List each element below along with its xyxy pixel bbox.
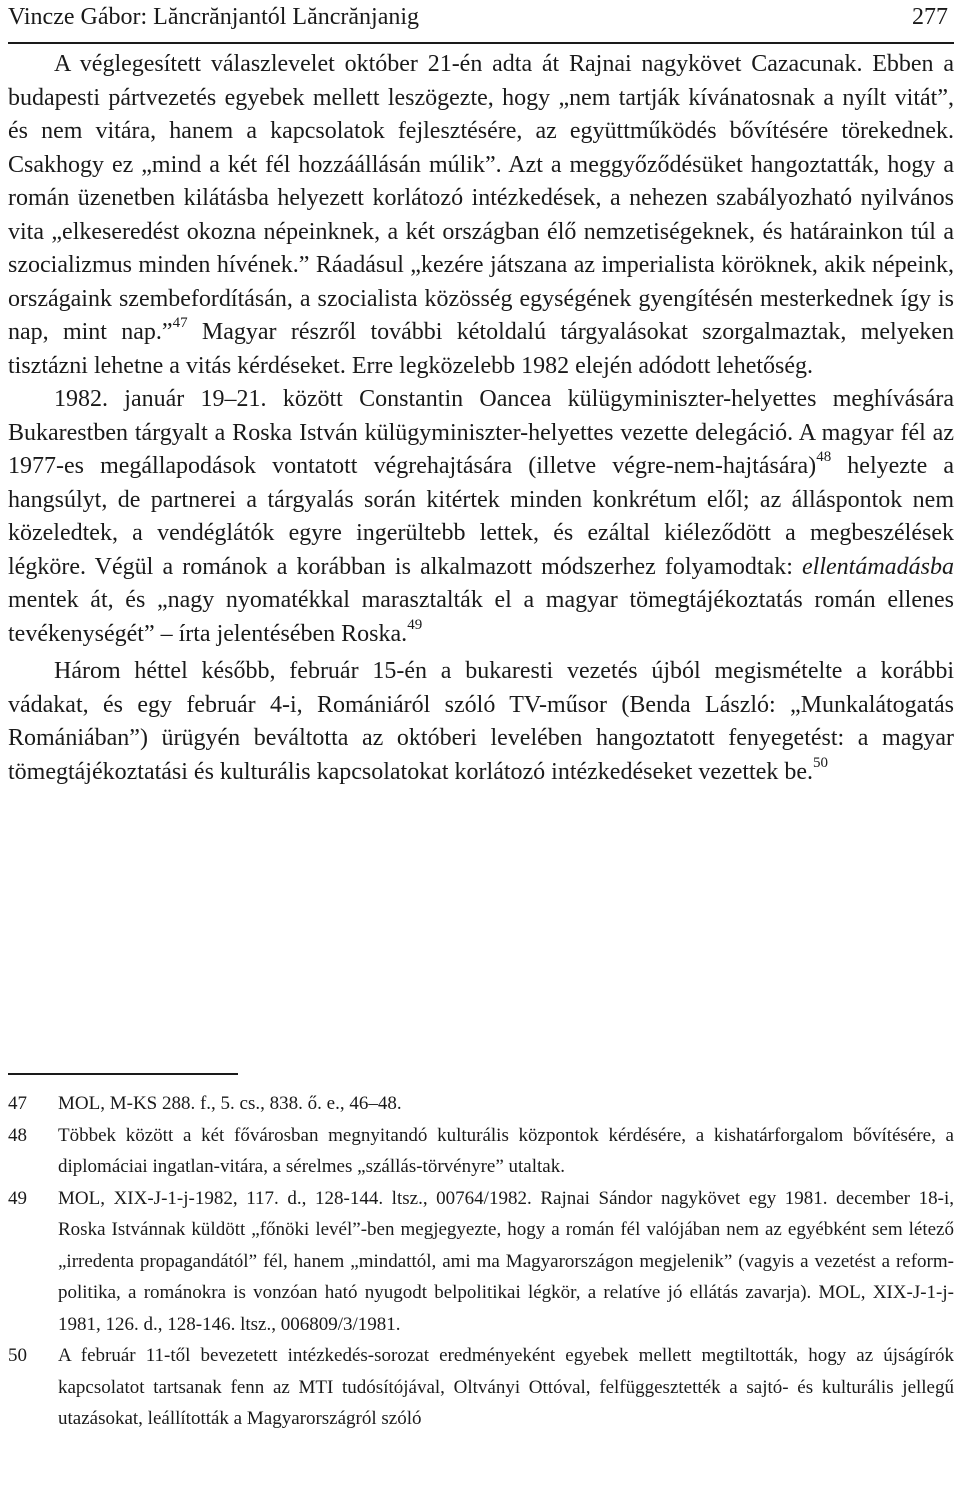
footnote-number: 49 [8,1187,27,1209]
footnote-ref-48[interactable]: 48 [816,449,832,465]
paragraph-3-text: Három héttel később, február 15-én a bukaresti vezetés újból megismételte a korábbi vádakat, és egy február 4-i, Romániáról szóló TV-műsor (Benda László: „Munkalátogatás Romániában”) ürügyén beváltotta az októberi levelében hangoztatott fenyegetést: a magyar tömegtájékoztatási és kulturális kapcsolatokat korlátozó intézkedéseket vezettek be. [8,658,954,785]
footnote-47 [8,1088,954,1120]
footnote-text: MOL, XIX-J-1-j-1982, 117. d., 128-144. ltsz., 00764/1982. Rajnai Sándor nagykövet egy 1981. december 18-i, Roska Istvánnak küldött „főnöki levél”-ben megjegyezte, hogy a román fél valójában nem az egyébként sem létező „irredenta propagandától” fél, hanem „mindattól, ami ma Magyarországon megjelenik” (vagyis a vezetést a reform-politika, a románokra is vonzóan ható nyugodt belpolitikai légkör, a relatíve jó ellátás zavarja). MOL, XIX-J-1-j-1981, 126. d., 128-146. ltsz., 006809/3/1981. [58,1187,954,1335]
footnote-number: 47 [8,1093,27,1114]
main-text [8,48,954,789]
running-header-title: Vincze Gábor: Lăncrănjantól Lăncrănjanig [8,4,420,30]
footnote-ref-50[interactable]: 50 [813,754,829,771]
footnotes [8,1088,954,1435]
page-number: 277 [912,4,948,30]
footnote-48 [8,1120,954,1183]
footnote-number: 48 [8,1124,27,1146]
paragraph-3 [8,655,954,789]
footnote-text: MOL, M-KS 288. f., 5. cs., 838. ő. e., 46–48. [58,1093,402,1114]
footnote-number: 50 [8,1345,27,1366]
header-rule [8,42,954,44]
footnote-text: A február 11-től bevezetett intézkedés-sorozat eredményeként egyebek mellett megtiltották, hogy az újságírók kapcsolatot tartsanak fenn az MTI tudósítójával, Oltványi Ottóval, felfüggesztették a sajtó- és kulturális jellegű utazásokat, leállították a Magyarországról szóló [58,1345,954,1429]
paragraph-2-text-end: mentek át, és „nagy nyomatékkal marasztalták el a magyar tömegtájékoztatás román ellenes tevékenységét” – írta jelentésében Roska. [8,587,954,647]
paragraph-2-text-cont: helyezte a hangsúlyt, de partnerei a tárgyalás során kitértek minden konkrétum elől; az álláspontok nem közeledtek, a vendéglátók egyre ingerültebb lettek, és ezáltal kiéleződött a megbeszélések légköre. Végül a románok a korábban is alkalmazott módszerhez folyamodtak: [8,453,954,580]
footnote-separator [8,1073,238,1075]
paragraph-2-emphasis: ellentámadásba [802,553,954,580]
footnote-49 [8,1183,954,1341]
paragraph-1-text-cont: Magyar részről további kétoldalú tárgyalásokat szorgalmaztak, melyeken tisztázni lehetne a vitás kérdéseket. Erre legközelebb 1982 elején adódott lehetőség. [8,319,954,379]
paragraph-1 [8,48,954,383]
footnote-50 [8,1340,954,1435]
book-page [8,0,956,1502]
paragraph-2 [8,383,954,651]
paragraph-1-text: A véglegesített válaszlevelet október 21-én adta át Rajnai nagykövet Cazacunak. Ebben a budapesti pártvezetés egyebek mellett leszögezte, hogy „nem tartják kívánatosnak a nyílt vitát”, és nem vitára, hanem a kapcsolatok fejlesztésére, az együttműködés bővítésére törekednek. Csakhogy ez „mind a két fél hozzáállásán múlik”. Azt a meggyőződésüket hangoztatták, hogy a román üzenetben kilátásba helyezett korlátozó intézkedések, a nehezen szabályozható nyilvános vita „elkeseredést okozna népeinknek, a két országban élő nemzetiségeknek, és határainkon túl a szocializmus minden hívének.” Ráadásul „kezére játszana az imperialista köröknek, akik népeink, országaink szembefordításán, a szocialista közösség egységének gyengítésén mesterkednek így is nap, mint nap.” [8,51,954,345]
paragraph-2-text: 1982. január 19–21. között Constantin Oancea külügyminiszter-helyettes meghívására Bukarestben tárgyalt a Roska István külügyminiszter-helyettes vezette delegáció. A magyar fél az 1977-es megállapodások vontatott végrehajtására (illetve végre-nem-hajtására) [8,386,954,479]
footnote-ref-47[interactable]: 47 [172,315,188,331]
footnote-text: Többek között a két fővárosban megnyitandó kulturális központok kérdésére, a kishatárforgalom bővítésére, a diplomáciai ingatlan-vitára, a sérelmes „szállás-törvényre” utaltak. [58,1124,954,1177]
footnote-ref-49[interactable]: 49 [407,616,423,633]
